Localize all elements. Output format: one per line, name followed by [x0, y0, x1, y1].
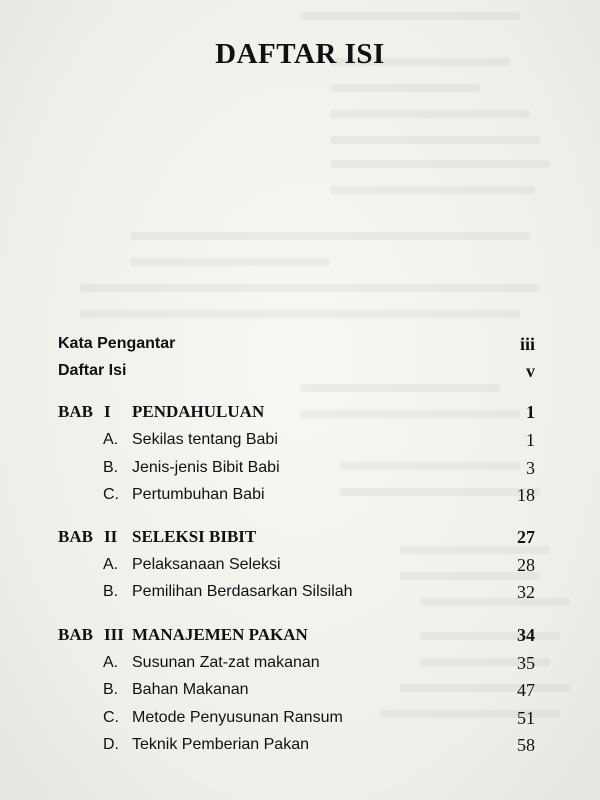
- section-page: 32: [517, 582, 535, 602]
- toc-entry-kata-pengantar: [0, 329, 600, 359]
- section-title: Jenis-jenis Bibit Babi: [132, 459, 280, 476]
- toc-entry-page: v: [526, 361, 535, 381]
- chapter-title: PENDAHULUAN: [132, 402, 265, 421]
- toc-section: [0, 577, 600, 607]
- section-title: Metode Penyusunan Ransum: [132, 709, 343, 726]
- toc-section: [0, 648, 600, 678]
- chapter-page: 27: [517, 527, 535, 547]
- section-title: Pelaksanaan Seleksi: [132, 556, 281, 573]
- section-page: 58: [517, 735, 535, 755]
- section-page: 3: [526, 458, 535, 478]
- section-letter: D.: [103, 736, 119, 753]
- toc-section: [0, 675, 600, 705]
- toc-chapter-1: [0, 397, 600, 427]
- chapter-page: 34: [517, 625, 535, 645]
- section-letter: A.: [103, 431, 119, 448]
- section-title: Sekilas tentang Babi: [132, 431, 278, 448]
- chapter-title: MANAJEMEN PAKAN: [132, 625, 308, 644]
- section-title: Pertumbuhan Babi: [132, 486, 265, 503]
- section-letter: B.: [103, 583, 119, 600]
- section-letter: C.: [103, 709, 119, 726]
- chapter-bab: BAB: [58, 625, 93, 644]
- toc-entry-page: iii: [519, 334, 535, 354]
- section-page: 1: [526, 430, 535, 450]
- toc-section: [0, 453, 600, 483]
- section-page: 35: [517, 653, 535, 673]
- section-page: 47: [517, 680, 535, 700]
- chapter-bab: BAB: [58, 402, 93, 421]
- chapter-title: SELEKSI BIBIT: [132, 527, 257, 546]
- toc-chapter-3: [0, 620, 600, 650]
- section-letter: A.: [103, 654, 119, 671]
- section-page: 18: [517, 485, 535, 505]
- chapter-page: 1: [526, 402, 535, 422]
- chapter-roman: II: [104, 527, 118, 546]
- page-title: DAFTAR ISI: [215, 38, 385, 70]
- section-letter: A.: [103, 556, 119, 573]
- toc-entry-label: Daftar Isi: [58, 362, 127, 379]
- toc-section: [0, 550, 600, 580]
- toc-entry-label: Kata Pengantar: [58, 335, 176, 352]
- toc-entry-daftar-isi: [0, 356, 600, 386]
- section-page: 51: [517, 708, 535, 728]
- section-title: Pemilihan Berdasarkan Silsilah: [132, 583, 353, 600]
- chapter-roman: III: [104, 625, 124, 644]
- toc-section: [0, 480, 600, 510]
- section-title: Bahan Makanan: [132, 681, 249, 698]
- toc-section: [0, 703, 600, 733]
- section-page: 28: [517, 555, 535, 575]
- section-title: Teknik Pemberian Pakan: [132, 736, 309, 753]
- section-title: Susunan Zat-zat makanan: [132, 654, 320, 671]
- section-letter: C.: [103, 486, 119, 503]
- section-letter: B.: [103, 681, 119, 698]
- toc-chapter-2: [0, 522, 600, 552]
- toc-section: [0, 730, 600, 760]
- toc-section: [0, 425, 600, 455]
- chapter-bab: BAB: [58, 527, 93, 546]
- chapter-roman: I: [104, 402, 111, 421]
- section-letter: B.: [103, 459, 119, 476]
